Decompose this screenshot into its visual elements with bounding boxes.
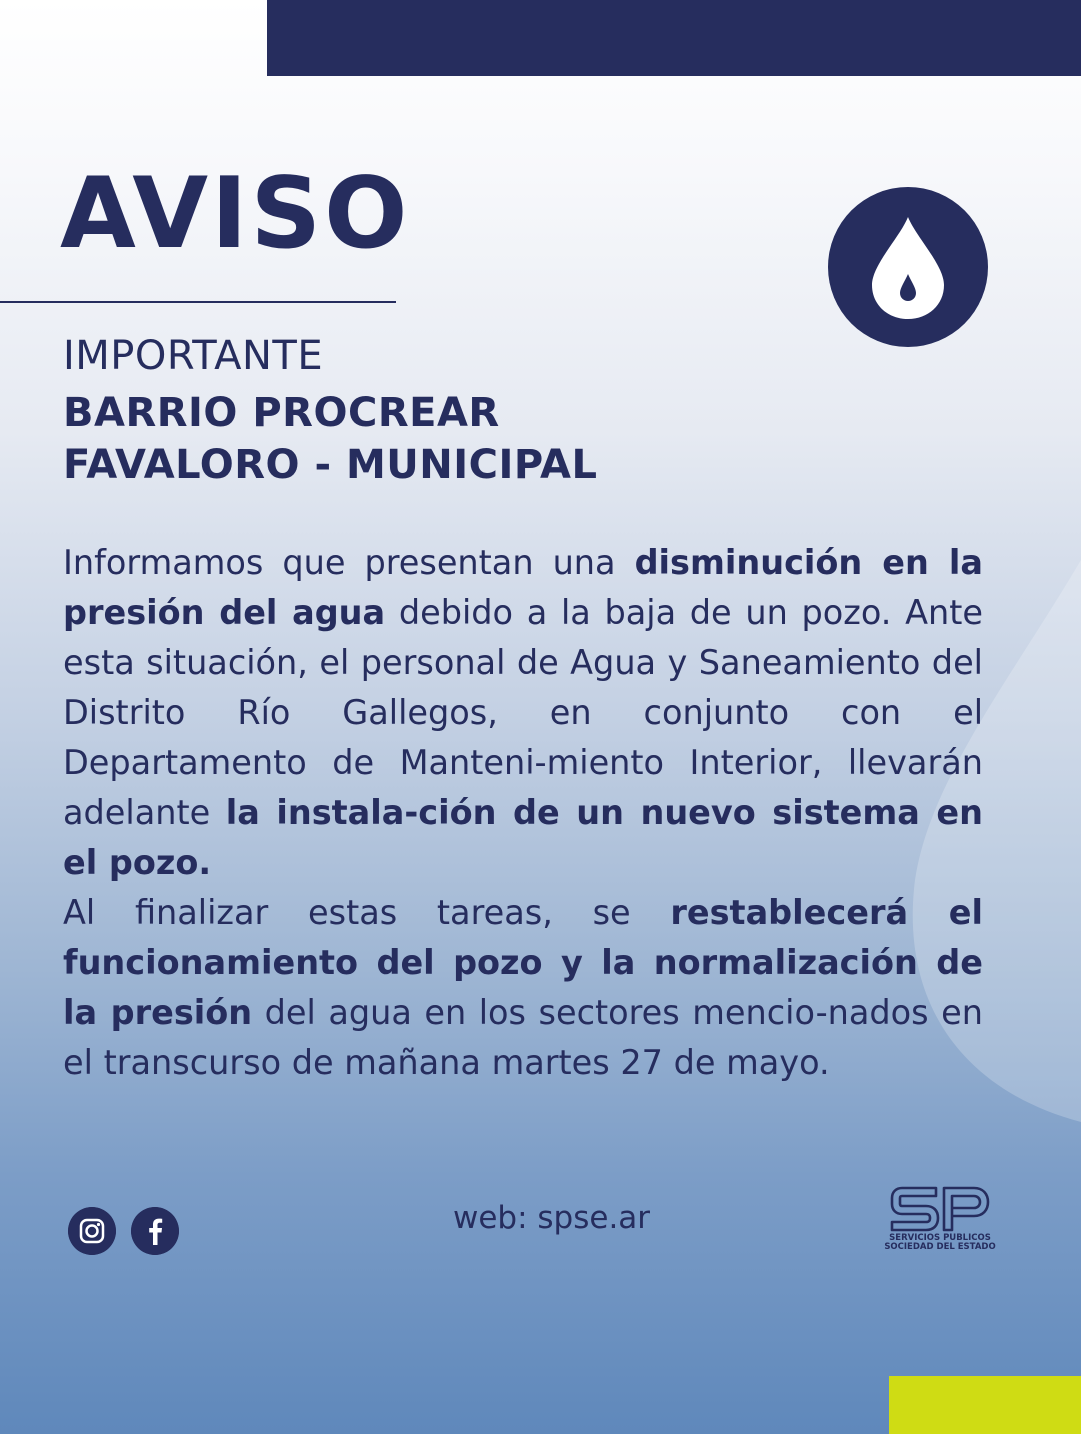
website-link[interactable]: web: spse.ar: [453, 1200, 651, 1236]
facebook-icon[interactable]: [131, 1207, 179, 1255]
logo-letters: SP: [888, 1180, 890, 1181]
body-bold-segment: restablecerá el funcionamiento del pozo y la normalización de la presión: [63, 893, 984, 1032]
water-drop-icon: [828, 187, 988, 347]
logo-caption-line-1: SERVICIOS PUBLICOS: [889, 1233, 991, 1243]
body-text-segment: Al finalizar estas tareas, se: [63, 893, 671, 932]
location-line-1: BARRIO PROCREAR: [63, 390, 500, 436]
logo-caption: [880, 1234, 1000, 1252]
page-title: AVISO: [60, 157, 411, 271]
body-bold-segment: disminución en la presión del agua: [63, 543, 983, 632]
body-text-segment: del agua en los sectores mencio-nados en el transcurso de mañana martes 27 de mayo.: [63, 993, 983, 1082]
title-divider: [0, 301, 396, 303]
notice-body: [63, 538, 983, 1088]
top-banner-bar: [267, 0, 1081, 76]
notice-label: IMPORTANTE: [63, 333, 324, 379]
body-bold-segment: la instala-ción de un nuevo sistema en el pozo.: [63, 793, 983, 882]
body-text-segment: Informamos que presentan una: [63, 543, 635, 582]
accent-corner-block: [889, 1376, 1081, 1434]
body-paragraph-2: [63, 888, 983, 1088]
instagram-icon[interactable]: [68, 1207, 116, 1255]
notice-location: [63, 387, 597, 491]
logo-caption-line-2: SOCIEDAD DEL ESTADO: [884, 1242, 996, 1252]
location-line-2: FAVALORO - MUNICIPAL: [63, 442, 598, 488]
body-text-segment: debido a la baja de un pozo. Ante esta situación, el personal de Agua y Saneamiento del Distrito Río Gallegos, en conjunto con el Departamento de Manteni-miento Interior, llevarán adelante: [63, 593, 983, 832]
body-paragraph-1: [63, 538, 983, 888]
